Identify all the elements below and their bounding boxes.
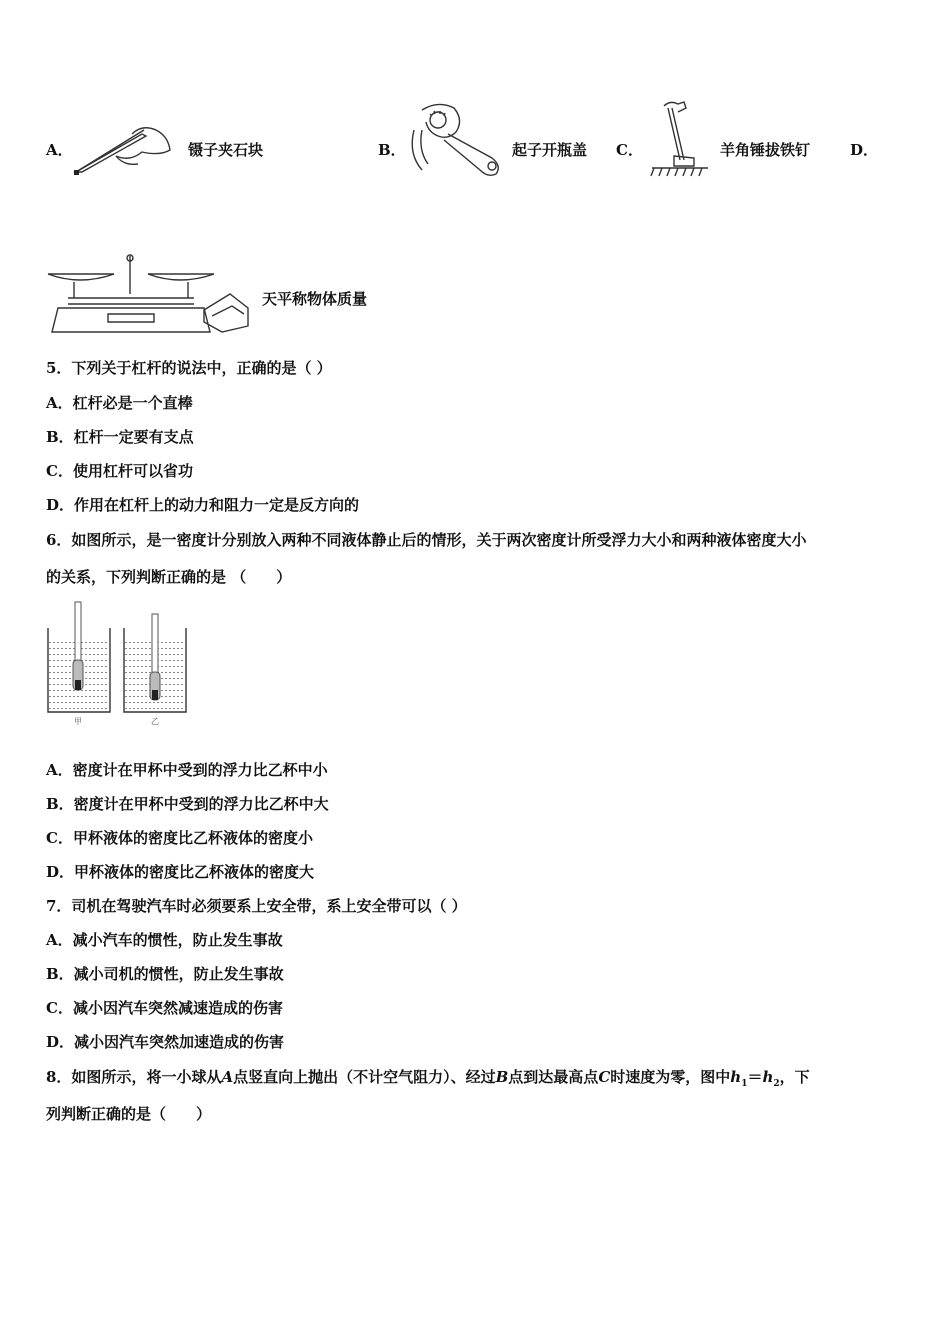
q7-option-a: A．减小汽车的惯性，防止发生事故 <box>46 931 283 949</box>
hydrometer-figure <box>44 598 194 728</box>
q7-option-d: D．减小因汽车突然加速造成的伤害 <box>46 1033 285 1051</box>
q6-option-b: B．密度计在甲杯中受到的浮力比乙杯中大 <box>46 795 329 813</box>
q7-option-b: B．减小司机的惯性，防止发生事故 <box>46 965 284 983</box>
q8-h2-subscript: 2 <box>773 1079 780 1089</box>
q8-stem-d: 时速度为零，图中 <box>610 1068 731 1086</box>
q6-option-d: D．甲杯液体的密度比乙杯液体的密度大 <box>46 863 315 881</box>
cup-jia-label: 甲 <box>74 717 82 726</box>
q7-stem: 7．司机在驾驶汽车时必须要系上安全带，系上安全带可以（ ） <box>46 897 467 915</box>
q8-equals: ＝ <box>747 1068 763 1086</box>
balance-scale-image <box>44 252 254 336</box>
q8-h1-subscript: 1 <box>741 1079 748 1089</box>
claw-hammer-image <box>650 100 710 180</box>
q8-point-a: A <box>221 1068 234 1086</box>
option-a-letter: A． <box>46 141 73 159</box>
tweezers-image <box>72 122 172 178</box>
option-d-letter: D． <box>850 141 879 159</box>
option-b-letter: B． <box>378 141 406 159</box>
q8-stem-line1 <box>46 1067 810 1094</box>
q8-stem-e: ，下 <box>779 1068 810 1086</box>
q5-option-a: A．杠杆必是一个直棒 <box>46 394 193 412</box>
q8-stem-b: 点竖直向上抛出（不计空气阻力）、经过 <box>233 1068 496 1086</box>
q8-point-c: C <box>598 1068 611 1086</box>
q8-h2: h <box>762 1068 774 1086</box>
cup-yi-label: 乙 <box>151 717 159 726</box>
q5-option-b: B．杠杆一定要有支点 <box>46 428 194 446</box>
q5-option-d: D．作用在杠杆上的动力和阻力一定是反方向的 <box>46 496 360 514</box>
q8-h1: h <box>730 1068 742 1086</box>
q7-option-c: C．减小因汽车突然减速造成的伤害 <box>46 999 283 1017</box>
q6-option-a: A．密度计在甲杯中受到的浮力比乙杯中小 <box>46 761 328 779</box>
bottle-opener-image <box>408 100 508 178</box>
q8-stem-a: 8．如图所示，将一小球从 <box>46 1068 222 1086</box>
q6-stem-line1: 6．如图所示，是一密度计分别放入两种不同液体静止后的情形，关于两次密度计所受浮力大小和两种液体密度大小 <box>46 531 807 549</box>
q8-point-b: B <box>495 1068 509 1086</box>
option-b-caption: 起子开瓶盖 <box>512 141 588 159</box>
q8-stem-line2: 列判断正确的是（ ） <box>46 1105 212 1123</box>
option-c-caption: 羊角锤拔铁钉 <box>720 141 811 159</box>
q5-option-c: C．使用杠杆可以省功 <box>46 462 193 480</box>
q6-stem-line2: 的关系，下列判断正确的是 （ ） <box>46 568 292 586</box>
q6-option-c: C．甲杯液体的密度比乙杯液体的密度小 <box>46 829 313 847</box>
option-a-caption: 镊子夹石块 <box>188 141 264 159</box>
q8-stem-c: 点到达最高点 <box>508 1068 599 1086</box>
option-c-letter: C． <box>616 141 643 159</box>
option-d-caption: 天平称物体质量 <box>262 290 368 308</box>
q5-stem: 5．下列关于杠杆的说法中，正确的是（ ） <box>46 359 332 377</box>
